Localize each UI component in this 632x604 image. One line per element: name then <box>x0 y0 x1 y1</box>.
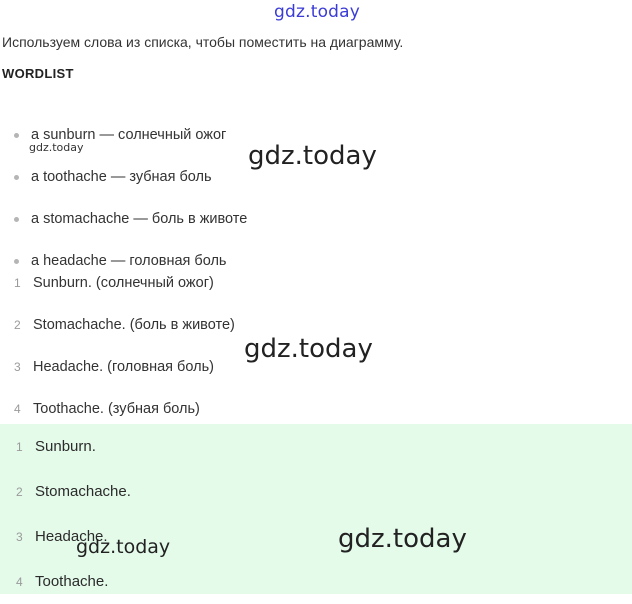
numbered-translations <box>14 262 235 430</box>
list-item <box>14 198 247 240</box>
watermark-top: gdz.today <box>274 2 361 22</box>
item-number: 4 <box>16 574 23 589</box>
answer-text: Stomachache. <box>35 483 131 500</box>
answer-text: Headache. <box>35 528 108 545</box>
item-number: 2 <box>14 318 21 332</box>
answer-list <box>16 424 131 604</box>
bullet-icon <box>14 133 19 138</box>
item-text: Sunburn. (солнечный ожог) <box>33 275 214 291</box>
wordlist-item-text: a stomachache — боль в животе <box>31 211 248 227</box>
wordlist <box>14 114 247 282</box>
watermark-small: gdz.today <box>29 141 84 154</box>
list-item <box>14 156 247 198</box>
item-number: 3 <box>14 360 21 374</box>
bullet-icon <box>14 217 19 222</box>
watermark-large: gdz.today <box>244 334 373 364</box>
list-item <box>14 346 235 388</box>
wordlist-item-text: a toothache — зубная боль <box>31 169 212 185</box>
watermark-medium: gdz.today <box>76 536 171 558</box>
item-number: 1 <box>16 439 23 454</box>
item-text: Headache. (головная боль) <box>33 359 214 375</box>
list-item <box>14 262 235 304</box>
wordlist-item-text: a sunburn — солнечный ожог <box>31 127 227 143</box>
wordlist-heading: WORDLIST <box>2 66 74 81</box>
watermark-large: gdz.today <box>338 524 467 554</box>
answer-text: Sunburn. <box>35 438 96 455</box>
item-text: Toothache. (зубная боль) <box>33 401 200 417</box>
list-item <box>16 424 131 469</box>
item-text: Stomachache. (боль в животе) <box>33 317 235 333</box>
intro-text: Используем слова из списка, чтобы поместить на диаграмму. <box>2 34 404 50</box>
bullet-icon <box>14 175 19 180</box>
list-item <box>16 559 131 604</box>
item-number: 2 <box>16 484 23 499</box>
list-item <box>14 304 235 346</box>
answer-box <box>0 424 632 594</box>
answer-text: Toothache. <box>35 573 109 590</box>
list-item <box>16 469 131 514</box>
wordlist-item-text: a headache — головная боль <box>31 253 227 269</box>
watermark-large: gdz.today <box>248 141 377 171</box>
item-number: 1 <box>14 276 21 290</box>
item-number: 3 <box>16 529 23 544</box>
item-number: 4 <box>14 402 21 416</box>
